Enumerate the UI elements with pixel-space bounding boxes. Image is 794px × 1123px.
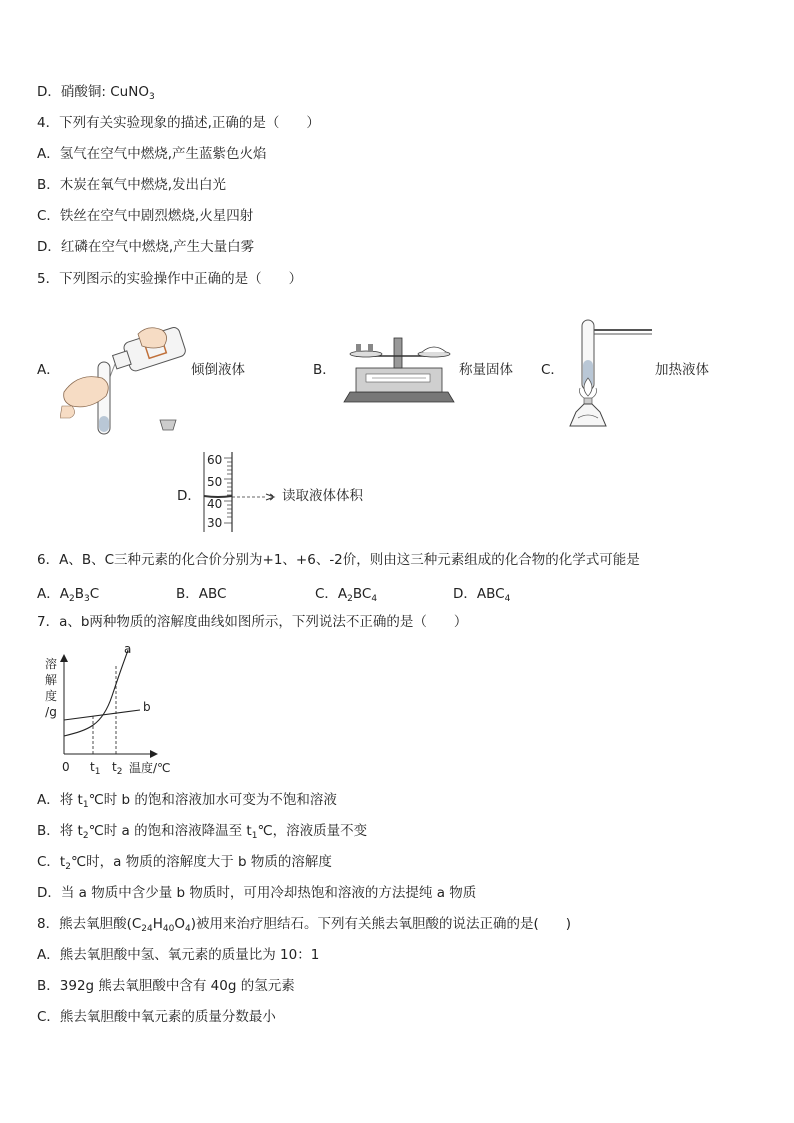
- q7-option-b: B．将 $t_2℃$时 a 的饱和溶液降温至 $t_1℃$，溶液质量不变: [37, 823, 368, 841]
- q7-stem: 7．a、b两种物质的溶解度曲线如图所示，下列说法不正确的是（ ）: [37, 614, 468, 630]
- cylinder-tick-50: 50: [207, 475, 223, 489]
- q5-option-d-letter: D．: [177, 488, 201, 504]
- q8-option-c: C．熊去氧胆酸中氧元素的质量分数最小: [37, 1009, 276, 1025]
- graph-t1: $t_1$: [90, 760, 101, 777]
- graph-t2: $t_2$: [112, 760, 123, 777]
- heating-liquid-illustration: [566, 314, 656, 432]
- curve-a: [64, 650, 128, 736]
- q5-option-b-letter: B．: [313, 362, 336, 378]
- q6-option-a: A．$A_2B_3C$: [37, 586, 100, 604]
- balance-scale-illustration: [342, 330, 457, 410]
- graph-ylabel: 溶 解 度 /g: [44, 657, 57, 719]
- cylinder-tick-60: 60: [207, 453, 223, 467]
- q8-stem: 8．熊去氧胆酸$(C_{24}H_{40}O_4)$被用来治疗胆结石。下列有关熊去氧胆酸的说法正确的是( ): [37, 916, 572, 934]
- q4-option-b: B．木炭在氧气中燃烧,发出白光: [37, 177, 227, 193]
- cylinder-tick-30: 30: [207, 516, 223, 530]
- q6-stem: 6．A、B、C三种元素的化合价分别为+1、+6、-2价，则由这三种元素组成的化合物的化学式可能是: [37, 552, 640, 568]
- q7-option-d: D．当 a 物质中含少量 b 物质时，可用冷却热饱和溶液的方法提纯 a 物质: [37, 885, 477, 901]
- q5-option-b-caption: 称量固体: [459, 362, 513, 378]
- curve-a-label: a: [124, 642, 132, 656]
- q5-stem: 5．下列图示的实验操作中正确的是（ ）: [37, 271, 303, 287]
- q7-option-a: A．将 $t_1℃$时 b 的饱和溶液加水可变为不饱和溶液: [37, 792, 337, 810]
- q6-option-c: C．$A_2BC_4$: [315, 586, 378, 604]
- q3-option-d: D．硝酸铜: CuNO$_3$: [37, 84, 155, 102]
- q8-option-a: A．熊去氧胆酸中氢、氧元素的质量比为 10：1: [37, 947, 320, 963]
- q5-option-c-caption: 加热液体: [655, 362, 709, 378]
- q4-option-c: C．铁丝在空气中剧烈燃烧,火星四射: [37, 208, 254, 224]
- q5-option-d-caption: 读取液体体积: [282, 488, 363, 504]
- q4-stem: 4．下列有关实验现象的描述,正确的是（ ）: [37, 115, 320, 131]
- q6-option-d: D．$ABC_4$: [453, 586, 511, 604]
- q5-option-a-letter: A．: [37, 362, 60, 378]
- curve-b: [64, 710, 140, 720]
- q6-option-b: B．ABC: [176, 586, 227, 602]
- q7-option-c: C．$t_2℃$时，a 物质的溶解度大于 b 物质的溶解度: [37, 854, 332, 872]
- q8-option-b: B．392g 熊去氧胆酸中含有 40g 的氢元素: [37, 978, 295, 994]
- curve-b-label: b: [143, 700, 151, 714]
- q4-option-a: A．氢气在空气中燃烧,产生蓝紫色火焰: [37, 146, 267, 162]
- cylinder-tick-40: 40: [207, 497, 223, 511]
- q5-option-a-caption: 倾倒液体: [191, 362, 245, 378]
- pouring-liquid-illustration: [60, 322, 190, 437]
- graph-xlabel: 温度/℃: [129, 761, 171, 775]
- q5-option-c-letter: C．: [541, 362, 564, 378]
- q4-option-d: D．红磷在空气中燃烧,产生大量白雾: [37, 239, 255, 255]
- graph-origin: 0: [62, 760, 70, 774]
